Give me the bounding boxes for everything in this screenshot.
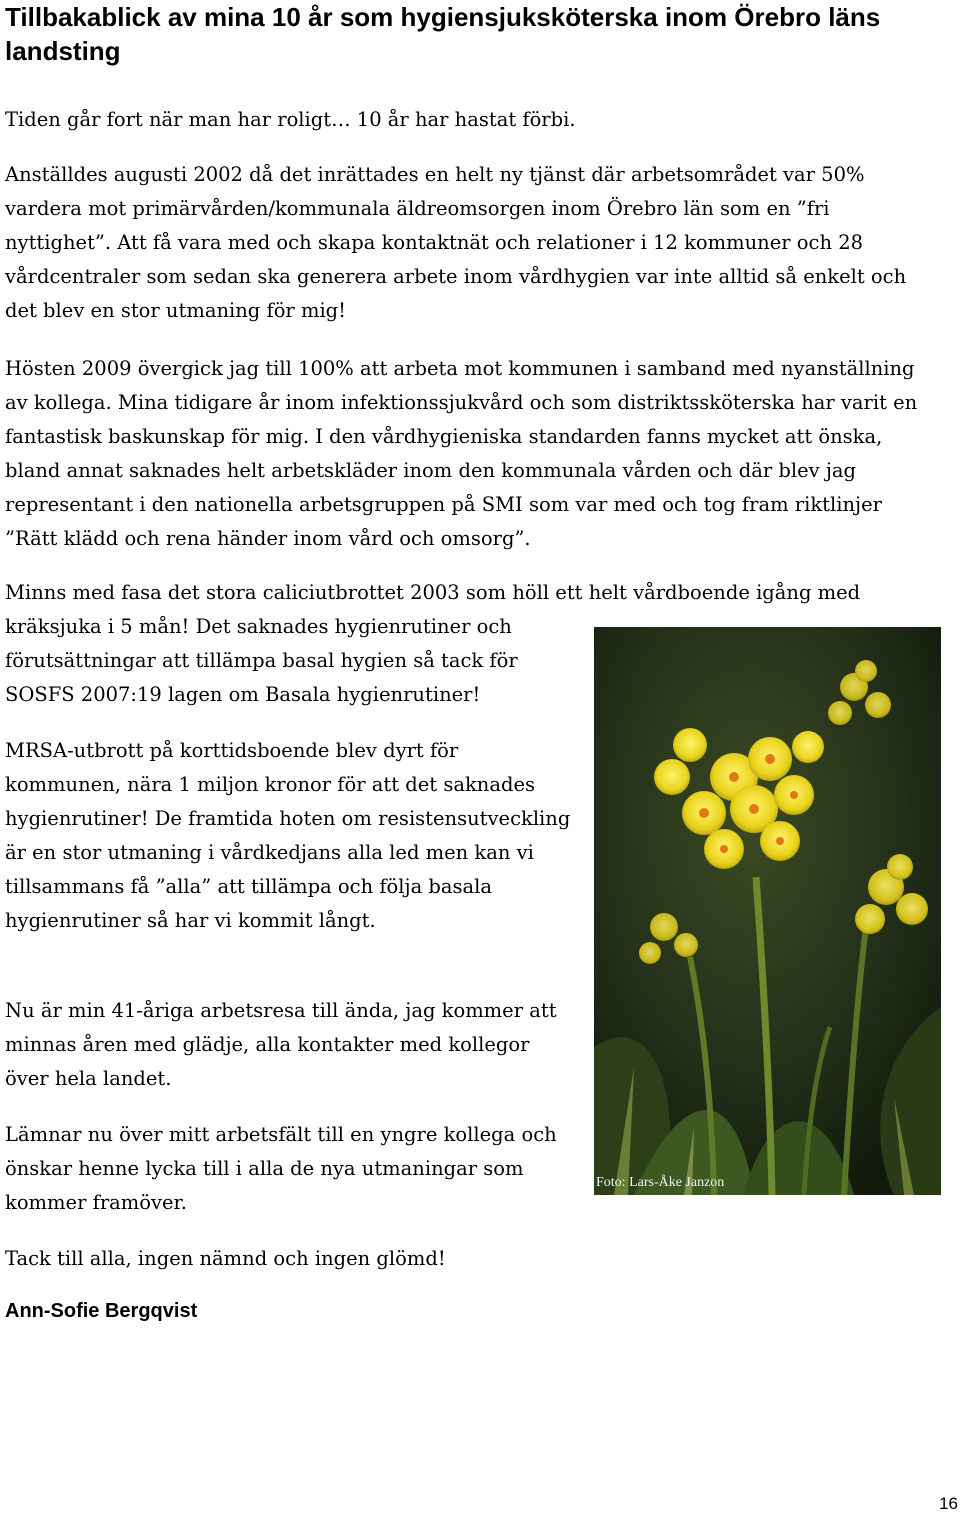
thanks-paragraph: Tack till alla, ingen nämnd och ingen glömd! [5,1247,446,1270]
flower-illustration [594,627,941,1195]
intro-paragraph: Tiden går fort när man har roligt… 10 år har hastat förbi. [5,108,576,131]
article-title: Tillbakablick av mina 10 år som hygiensjuksköterska inom Örebro läns landsting [5,2,881,66]
cowslip-flower-photo [594,627,941,1195]
handover-paragraph: Lämnar nu över mitt arbetsfält till en yngre kollega och önskar henne lycka till i alla de nya utmaningar som kommer framöver. [5,1123,557,1214]
page-number: 16 [939,1494,958,1513]
autumn-2009-paragraph: Hösten 2009 övergick jag till 100% att arbeta mot kommunen i samband med nyanställning av kollega. Mina tidigare år inom infektionssjukvård och som distriktssköterska har varit en fantastisk baskunskap för mig. I den vårdhygieniska standarden fanns mycket att önska, bland annat saknades helt arbetskläder inom den kommunala vården och där blev jag representant i den nationella arbetsgruppen på SMI som var med och tog fram riktlinjer ”Rätt klädd och rena händer inom vård och omsorg”. [5,357,918,550]
calici-paragraph: kräksjuka i 5 mån! Det saknades hygienrutiner och förutsättningar att tillämpa basal hygien så tack för SOSFS 2007:19 lagen om Basala hygienrutiner! [5,615,518,706]
photo-credit: Foto: Lars-Åke Janzon [596,1175,725,1190]
calici-paragraph-start: Minns med fasa det stora caliciutbrottet 2003 som höll ett helt vårdboende igång med [5,581,861,604]
employment-paragraph: Anställdes augusti 2002 då det inrättades en helt ny tjänst där arbetsområdet var 50% vardera mot primärvården/kommunala äldreomsorgen inom Örebro län som en ”fri nyttighet”. Att få vara med och skapa kontaktnät och relationer i 12 kommuner och 28 vårdcentraler som sedan ska generera arbete inom vårdhygien var inte alltid så enkelt och det blev en stor utmaning för mig! [5,163,907,322]
mrsa-paragraph: MRSA-utbrott på korttidsboende blev dyrt för kommunen, nära 1 miljon kronor för att det saknades hygienrutiner! De framtida hoten om resistensutveckling är en stor utmaning i vårdkedjans alla led men kan vi tillsammans få ”alla” att tillämpa och följa basala hygienrutiner så har vi kommit långt. [5,739,571,932]
career-end-paragraph: Nu är min 41-åriga arbetsresa till ända, jag kommer att minnas åren med glädje, alla kontakter med kollegor över hela landet. [5,999,557,1090]
author-signature: Ann-Sofie Bergqvist [5,1300,198,1322]
